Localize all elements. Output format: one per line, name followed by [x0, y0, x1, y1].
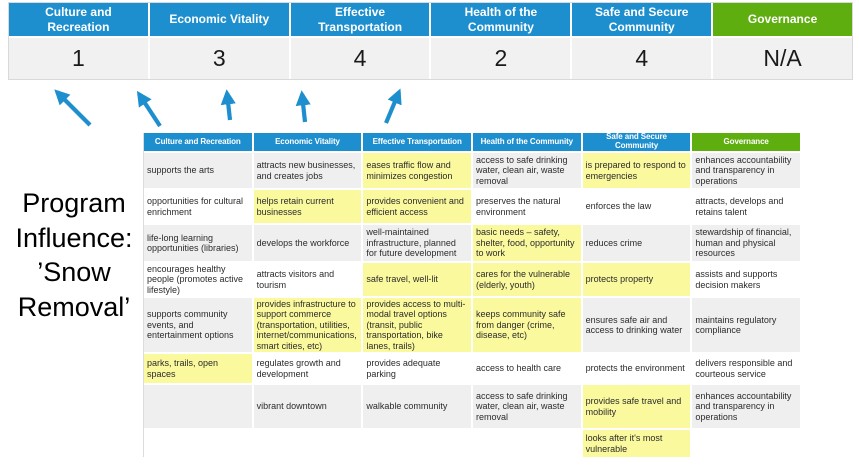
matrix-cell: preserves the natural environment — [473, 190, 581, 223]
matrix-cell: is prepared to respond to emergencies — [583, 153, 691, 188]
matrix-cell: supports the arts — [144, 153, 252, 188]
matrix-cell — [692, 430, 800, 457]
summary-score-cell: 4 — [572, 38, 711, 79]
matrix-cell — [144, 385, 252, 428]
matrix-cell: looks after it's most vulnerable — [583, 430, 691, 457]
summary-score-cell: 2 — [431, 38, 570, 79]
up-arrow-icon — [386, 92, 399, 123]
matrix-cell: eases traffic flow and minimizes congestion — [363, 153, 471, 188]
summary-header-cell: Safe and Secure Community — [572, 3, 711, 36]
matrix-cell: access to health care — [473, 354, 581, 383]
matrix-cell: life-long learning opportunities (libraries) — [144, 225, 252, 261]
up-arrow-icon — [227, 93, 230, 120]
matrix-cell: enhances accountability and transparency in operations — [692, 385, 800, 428]
matrix-cell: attracts visitors and tourism — [254, 263, 362, 296]
summary-score-cell: 3 — [150, 38, 289, 79]
matrix-cell: assists and supports decision makers — [692, 263, 800, 296]
up-arrow-icon — [57, 92, 90, 125]
matrix-header-cell: Culture and Recreation — [144, 133, 252, 151]
matrix-cell: provides infrastructure to support commerce (transportation, utilities, internet/communications, smart cities, etc) — [254, 298, 362, 352]
influence-matrix — [143, 133, 800, 457]
summary-score-cell: N/A — [713, 38, 852, 79]
matrix-cell: access to safe drinking water, clean air, waste removal — [473, 385, 581, 428]
matrix-cell: attracts, develops and retains talent — [692, 190, 800, 223]
matrix-header-cell: Effective Transportation — [363, 133, 471, 151]
matrix-header-cell: Health of the Community — [473, 133, 581, 151]
matrix-cell: develops the workforce — [254, 225, 362, 261]
matrix-cell: provides access to multi-modal travel options (transit, public transportation, bike lanes, trails) — [363, 298, 471, 352]
program-title: Program Influence: ’Snow Removal’ — [15, 188, 133, 322]
summary-header-cell: Culture and Recreation — [9, 3, 148, 36]
matrix-cell: provides convenient and efficient access — [363, 190, 471, 223]
matrix-cell: access to safe drinking water, clean air, waste removal — [473, 153, 581, 188]
up-arrow-icon — [302, 94, 305, 122]
matrix-cell: reduces crime — [583, 225, 691, 261]
matrix-header-cell: Governance — [692, 133, 800, 151]
summary-header-cell: Health of the Community — [431, 3, 570, 36]
summary-table — [8, 2, 853, 80]
matrix-cell: keeps community safe from danger (crime, disease, etc) — [473, 298, 581, 352]
matrix-cell — [254, 430, 362, 457]
matrix-header-cell: Safe and Secure Community — [583, 133, 691, 151]
matrix-cell: protects the environment — [583, 354, 691, 383]
summary-score-cell: 1 — [9, 38, 148, 79]
matrix-cell: opportunities for cultural enrichment — [144, 190, 252, 223]
summary-score-cell: 4 — [291, 38, 430, 79]
matrix-cell: protects property — [583, 263, 691, 296]
summary-header-cell: Governance — [713, 3, 852, 36]
matrix-cell: cares for the vulnerable (elderly, youth) — [473, 263, 581, 296]
matrix-cell: regulates growth and development — [254, 354, 362, 383]
matrix-cell: supports community events, and entertainment options — [144, 298, 252, 352]
summary-header-cell: Economic Vitality — [150, 3, 289, 36]
matrix-cell: maintains regulatory compliance — [692, 298, 800, 352]
matrix-cell — [363, 430, 471, 457]
matrix-cell: encourages healthy people (promotes active lifestyle) — [144, 263, 252, 296]
matrix-cell: helps retain current businesses — [254, 190, 362, 223]
matrix-cell — [473, 430, 581, 457]
matrix-cell: parks, trails, open spaces — [144, 354, 252, 383]
matrix-cell: attracts new businesses, and creates jobs — [254, 153, 362, 188]
matrix-header-cell: Economic Vitality — [254, 133, 362, 151]
matrix-cell: walkable community — [363, 385, 471, 428]
matrix-cell: vibrant downtown — [254, 385, 362, 428]
matrix-cell: enforces the law — [583, 190, 691, 223]
matrix-cell — [144, 430, 252, 457]
matrix-cell: enhances accountability and transparency in operations — [692, 153, 800, 188]
matrix-cell: safe travel, well-lit — [363, 263, 471, 296]
matrix-cell: provides safe travel and mobility — [583, 385, 691, 428]
matrix-cell: delivers responsible and courteous service — [692, 354, 800, 383]
matrix-cell: stewardship of financial, human and physical resources — [692, 225, 800, 261]
matrix-cell: well-maintained infrastructure, planned for future development — [363, 225, 471, 261]
up-arrow-icon — [139, 94, 160, 126]
matrix-cell: provides adequate parking — [363, 354, 471, 383]
summary-header-cell: Effective Transportation — [291, 3, 430, 36]
matrix-cell: basic needs – safety, shelter, food, opportunity to work — [473, 225, 581, 261]
matrix-cell: ensures safe air and access to drinking water — [583, 298, 691, 352]
